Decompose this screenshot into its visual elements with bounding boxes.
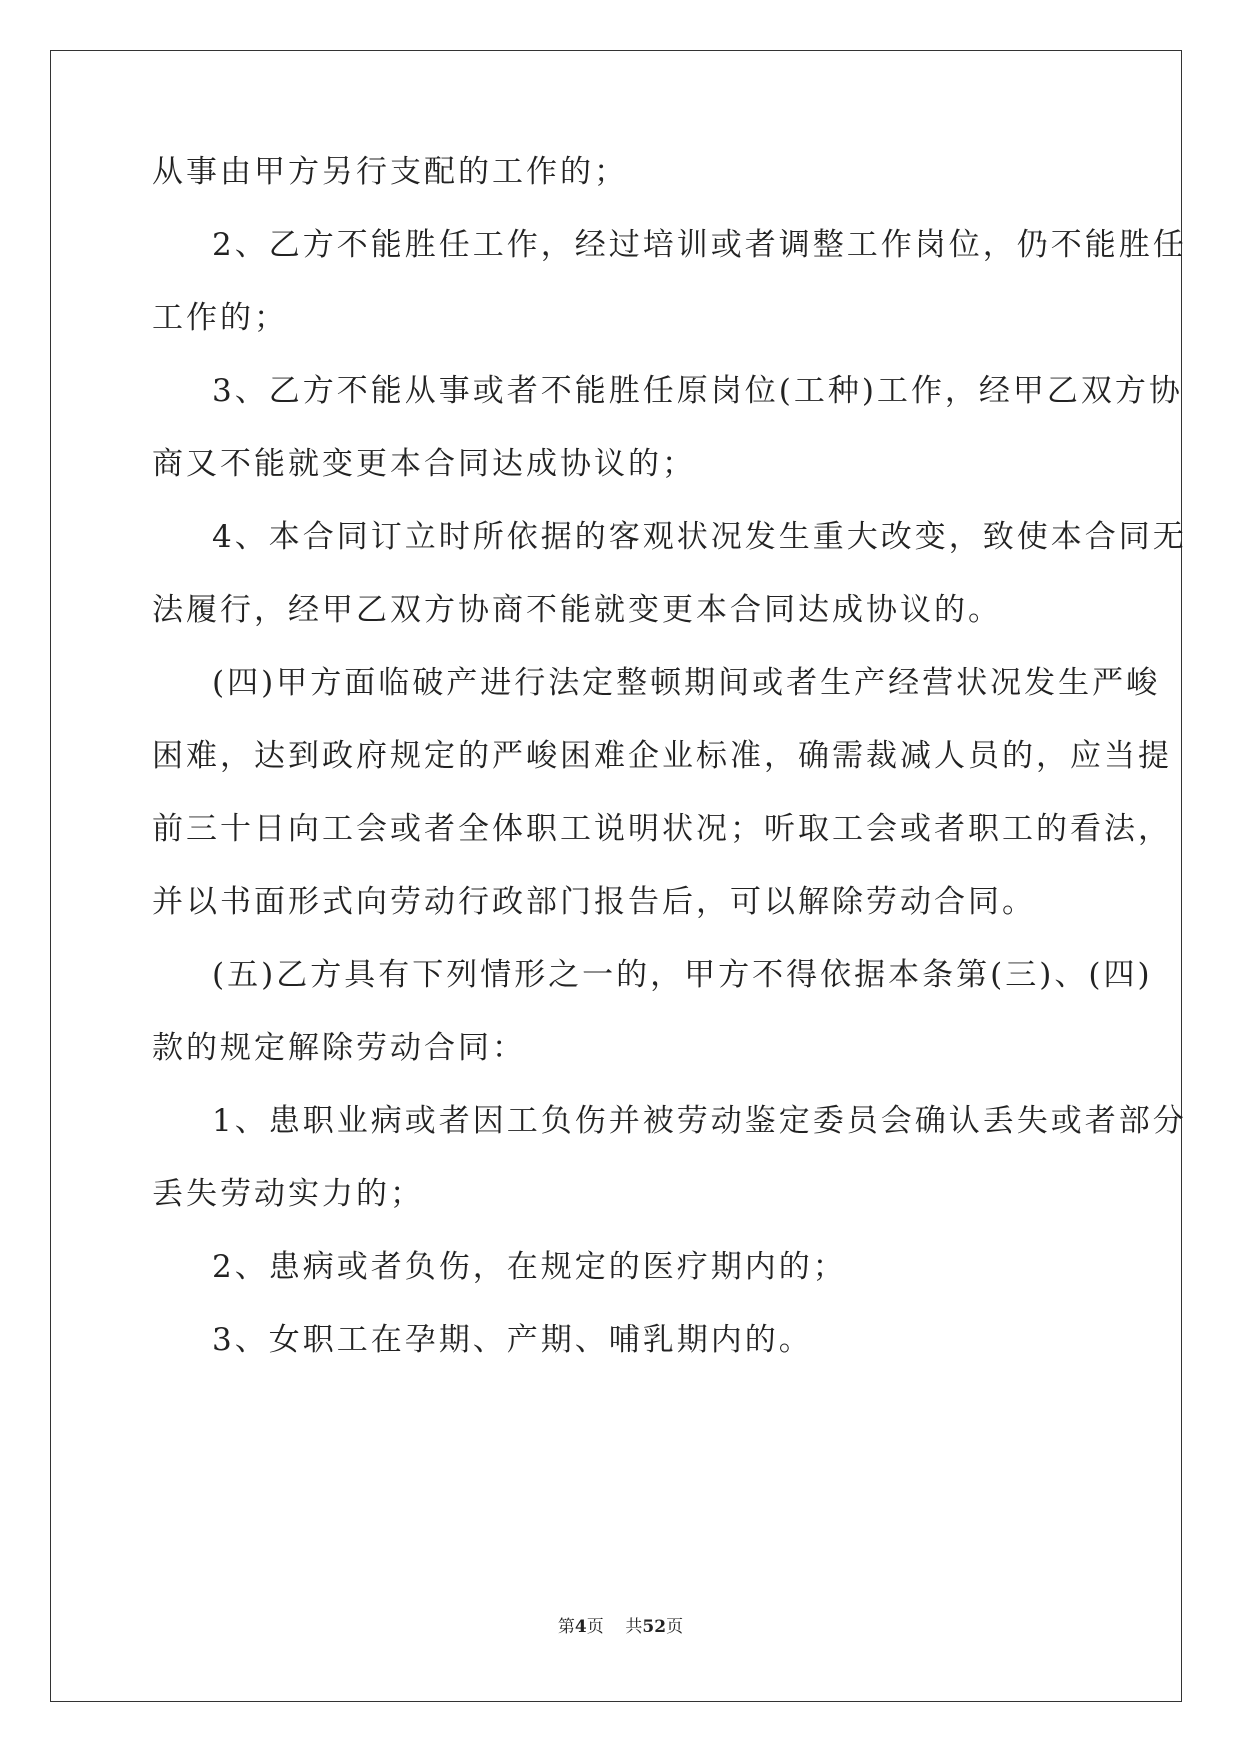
footer-total-suffix: 页 xyxy=(666,1617,684,1637)
text-line: 1、患职业病或者因工负伤并被劳动鉴定委员会确认丢失或者部分 xyxy=(212,1103,1187,1139)
text-line: 前三十日向工会或者全体职工说明状况；听取工会或者职工的看法， xyxy=(152,811,1172,847)
text-line: 从事由甲方另行支配的工作的； xyxy=(152,154,628,190)
page-footer xyxy=(0,1612,1241,1637)
footer-page-prefix: 第 xyxy=(557,1617,575,1637)
text-line: (五)乙方具有下列情形之一的，甲方不得依据本条第(三)、(四) xyxy=(212,957,1153,993)
text-line: 并以书面形式向劳动行政部门报告后，可以解除劳动合同。 xyxy=(152,884,1036,920)
text-line: 3、女职工在孕期、产期、哺乳期内的。 xyxy=(212,1322,813,1358)
text-line: 商又不能就变更本合同达成协议的； xyxy=(152,446,696,482)
text-line: 款的规定解除劳动合同： xyxy=(152,1030,526,1066)
text-line: 3、乙方不能从事或者不能胜任原岗位(工种)工作，经甲乙双方协 xyxy=(212,373,1183,409)
text-line: 困难，达到政府规定的严峻困难企业标准，确需裁减人员的，应当提 xyxy=(152,738,1172,774)
text-line: 2、患病或者负伤，在规定的医疗期内的； xyxy=(212,1249,847,1285)
footer-total-number: 52 xyxy=(642,1617,667,1637)
footer-page-suffix: 页 xyxy=(586,1617,604,1637)
text-line: 丢失劳动实力的； xyxy=(152,1176,424,1212)
text-line: (四)甲方面临破产进行法定整顿期间或者生产经营状况发生严峻 xyxy=(212,665,1161,701)
footer-page-number: 4 xyxy=(574,1617,587,1637)
text-line: 工作的； xyxy=(152,300,288,336)
footer-total-prefix: 共 xyxy=(625,1617,643,1637)
text-line: 4、本合同订立时所依据的客观状况发生重大改变，致使本合同无 xyxy=(212,519,1187,555)
text-line: 2、乙方不能胜任工作，经过培训或者调整工作岗位，仍不能胜任 xyxy=(212,227,1187,263)
text-line: 法履行，经甲乙双方协商不能就变更本合同达成协议的。 xyxy=(152,592,1002,628)
